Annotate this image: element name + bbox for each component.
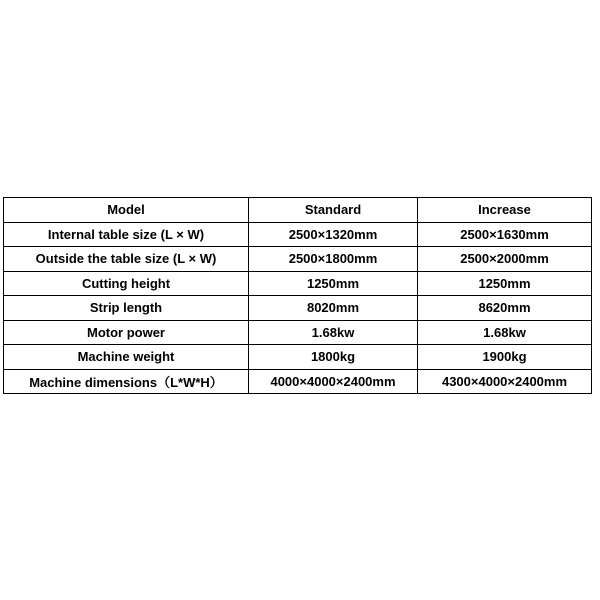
increase-value: 1900kg [418,345,592,370]
standard-value: 8020mm [249,296,418,321]
standard-value: 1800kg [249,345,418,370]
row-label: Strip length [4,296,249,321]
row-label: Machine weight [4,345,249,370]
row-label: Internal table size (L × W) [4,222,249,247]
spec-table [3,197,592,394]
increase-value: 1250mm [418,271,592,296]
increase-value: 2500×1630mm [418,222,592,247]
standard-value: 2500×1320mm [249,222,418,247]
increase-value: 8620mm [418,296,592,321]
table-row [4,345,592,370]
table-row [4,271,592,296]
header-cell-standard: Standard [249,198,418,223]
table-row [4,320,592,345]
standard-value: 4000×4000×2400mm [249,369,418,394]
standard-value: 1250mm [249,271,418,296]
increase-value: 2500×2000mm [418,247,592,272]
table-row [4,247,592,272]
header-cell-increase: Increase [418,198,592,223]
standard-value: 2500×1800mm [249,247,418,272]
row-label: Cutting height [4,271,249,296]
table-row [4,296,592,321]
header-cell-model: Model [4,198,249,223]
table-row [4,222,592,247]
row-label: Motor power [4,320,249,345]
table-header-row [4,198,592,223]
increase-value: 4300×4000×2400mm [418,369,592,394]
table-row [4,369,592,394]
increase-value: 1.68kw [418,320,592,345]
row-label: Machine dimensions（L*W*H） [4,369,249,394]
row-label: Outside the table size (L × W) [4,247,249,272]
standard-value: 1.68kw [249,320,418,345]
